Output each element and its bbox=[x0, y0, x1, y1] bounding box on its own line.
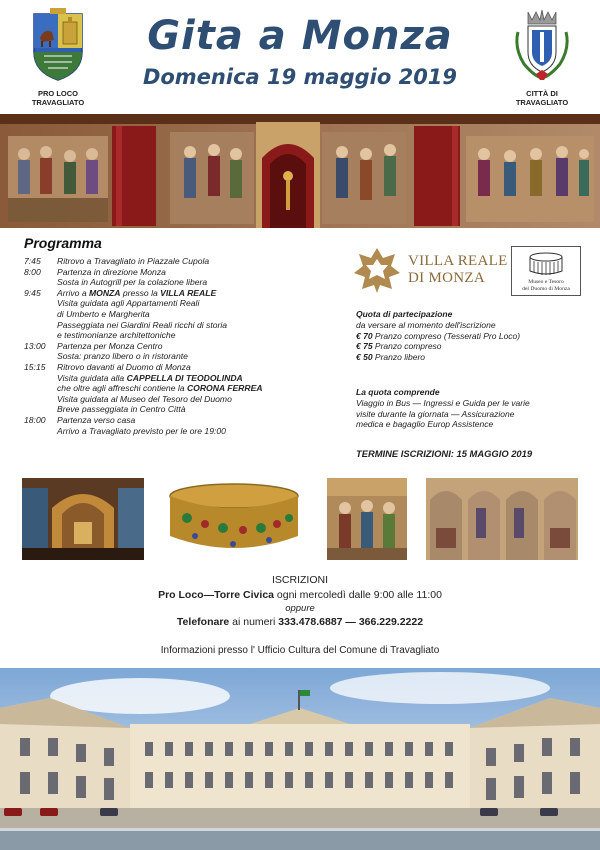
iscrizioni-heading: ISCRIZIONI bbox=[271, 574, 328, 586]
affresco-illustration bbox=[327, 478, 407, 560]
programma-time: 15:15 bbox=[24, 361, 46, 372]
programma-time bbox=[24, 426, 57, 437]
programma-row bbox=[24, 256, 344, 267]
programma-text bbox=[57, 288, 344, 299]
sala-villa-illustration bbox=[426, 478, 578, 560]
programma-time: 13:00 bbox=[24, 340, 46, 351]
programma-time bbox=[24, 383, 57, 394]
programma-time: 8:00 bbox=[24, 266, 41, 277]
programma-text: Partenza verso casa bbox=[57, 414, 136, 425]
programma-time bbox=[24, 373, 57, 384]
sala-villa-photo bbox=[426, 478, 578, 560]
programma-row bbox=[24, 320, 344, 331]
programma-row bbox=[24, 426, 344, 437]
comune-logo bbox=[492, 8, 592, 107]
quota-price-amount: € 75 bbox=[356, 341, 373, 352]
quota-price-amount: € 70 bbox=[356, 330, 373, 341]
villa-reale-palace-illustration bbox=[0, 668, 600, 850]
pro-loco-logo bbox=[8, 8, 108, 107]
programma-bold-cappella: CAPPELLA DI TEODOLINDA bbox=[126, 372, 243, 383]
pro-loco-caption-line1: PRO LOCO bbox=[37, 89, 78, 98]
programma-time bbox=[24, 320, 57, 331]
programma-text-part: presso la bbox=[120, 287, 161, 298]
programma-bold-villa-reale: VILLA REALE bbox=[160, 287, 217, 298]
corona-ferrea-photo bbox=[165, 478, 303, 560]
page-subtitle: Domenica 19 maggio 2019 bbox=[142, 65, 458, 89]
museo-logo-line2: del Duomo di Monza bbox=[522, 285, 570, 292]
programma-time bbox=[24, 277, 57, 288]
quota-price-row bbox=[356, 341, 586, 352]
page-title: Gita a Monza bbox=[147, 13, 453, 59]
programma-list bbox=[24, 256, 344, 436]
programma-time: 18:00 bbox=[24, 414, 46, 425]
termine-iscrizioni: TERMINE ISCRIZIONI: 15 MAGGIO 2019 bbox=[356, 448, 533, 459]
programma-text: Ritrovo a Travagliato in Piazzale Cupola bbox=[57, 256, 210, 266]
programma-text-part: Visita guidata alla bbox=[57, 372, 127, 383]
quota-heading: Quota di partecipazione bbox=[356, 309, 453, 319]
programma-text: e testimonianze architettoniche bbox=[57, 330, 176, 341]
comprende-line: visite durante la giornata — Assicurazione bbox=[356, 408, 515, 419]
programma-text: Partenza in direzione Monza bbox=[57, 266, 166, 277]
villa-reale-star-icon bbox=[352, 245, 402, 295]
programma-bold-monza: MONZA bbox=[89, 287, 121, 298]
comune-caption-line2: TRAVAGLIATO bbox=[515, 98, 569, 107]
programma-text: di Umberto e Margherita bbox=[57, 308, 150, 319]
fresco-banner-image bbox=[0, 114, 600, 228]
programma-time bbox=[24, 404, 57, 415]
quota-price-label: Pranzo libero bbox=[374, 352, 426, 363]
programma-row bbox=[24, 415, 344, 426]
programma-text: Ritrovo davanti al Duomo di Monza bbox=[57, 361, 191, 372]
programma-time: 9:45 bbox=[24, 287, 41, 298]
museo-tesoro-logo bbox=[511, 246, 581, 296]
iscrizioni-phone-mid: ai numeri bbox=[229, 616, 279, 628]
programma-text: Sosta: pranzo libero o in ristorante bbox=[57, 351, 188, 362]
comune-caption-line1: CITTÀ DI bbox=[526, 89, 558, 98]
quota-section bbox=[356, 309, 586, 363]
iscrizioni-oppure: oppure bbox=[285, 603, 315, 614]
iscrizioni-place bbox=[0, 589, 600, 601]
programma-row bbox=[24, 267, 344, 278]
programma-row bbox=[24, 309, 344, 320]
programma-text: Visita guidata agli Appartamenti Reali bbox=[57, 298, 200, 309]
iscrizioni-place-rest: ogni mercoledì dalle 9:00 alle 11:00 bbox=[274, 589, 442, 601]
programma-time bbox=[24, 351, 57, 362]
programma-row bbox=[24, 383, 344, 394]
programma-text-part: Arrivo a bbox=[57, 287, 89, 298]
iscrizioni-phone-bold: Telefonare bbox=[176, 616, 230, 628]
fresco-banner-illustration bbox=[0, 114, 600, 228]
quota-subheading: da versare al momento dell'iscrizione bbox=[356, 319, 496, 330]
info-line: Informazioni presso l' Ufficio Cultura del Comune di Travagliato bbox=[160, 645, 440, 656]
programma-text: Arrivo a Travagliato previsto per le ore 19:00 bbox=[57, 425, 226, 436]
villa-reale-logo-line1: VILLA REALE bbox=[408, 253, 508, 269]
programma-row bbox=[24, 341, 344, 352]
iron-crown-icon bbox=[512, 247, 580, 279]
corona-ferrea-illustration bbox=[165, 478, 303, 560]
programma-text: Passeggiata nei Giardini Reali ricchi di storia bbox=[57, 319, 228, 330]
programma-time bbox=[24, 330, 57, 341]
pro-loco-caption-line2: TRAVAGLIATO bbox=[31, 98, 85, 107]
iscrizioni-place-bold: Pro Loco—Torre Civica bbox=[158, 589, 274, 601]
programma-row bbox=[24, 288, 344, 299]
programma-row bbox=[24, 394, 344, 405]
programma-time bbox=[24, 298, 57, 309]
programma-row bbox=[24, 351, 344, 362]
programma-time bbox=[24, 309, 57, 320]
quota-price-label: Pranzo compreso (Tesserati Pro Loco) bbox=[374, 330, 521, 341]
quota-price-row bbox=[356, 352, 586, 363]
affresco-photo bbox=[327, 478, 407, 560]
villa-reale-logo bbox=[352, 245, 508, 295]
comune-crest-icon bbox=[514, 8, 570, 82]
programma-row bbox=[24, 298, 344, 309]
comprende-line: medica e bagaglio Europ Assistence bbox=[356, 419, 494, 430]
quota-price-row bbox=[356, 331, 586, 342]
programma-row bbox=[24, 277, 344, 288]
programma-row bbox=[24, 373, 344, 384]
cappella-illustration bbox=[22, 478, 144, 560]
programma-row bbox=[24, 330, 344, 341]
comprende-heading: La quota comprende bbox=[356, 387, 440, 397]
programma-row bbox=[24, 404, 344, 415]
quota-price-label: Pranzo compreso bbox=[374, 341, 442, 352]
quota-price-amount: € 50 bbox=[356, 352, 373, 363]
pro-loco-crest-icon bbox=[30, 8, 86, 82]
programma-heading: Programma bbox=[24, 235, 102, 251]
programma-bold-corona: CORONA FERREA bbox=[186, 383, 263, 394]
comprende-section bbox=[356, 387, 586, 430]
programma-text: Sosta in Autogrill per la colazione libera bbox=[57, 277, 208, 288]
villa-reale-palace-photo bbox=[0, 668, 600, 850]
programma-text-part: che oltre agli affreschi contiene la bbox=[57, 383, 187, 394]
programma-text bbox=[57, 383, 344, 394]
programma-text bbox=[57, 373, 344, 384]
iscrizioni-phone bbox=[0, 616, 600, 628]
programma-text: Visita guidata al Museo del Tesoro del Duomo bbox=[57, 393, 232, 404]
iscrizioni-phone-numbers: 333.478.6887 — 366.229.2222 bbox=[278, 616, 424, 628]
programma-text: Partenza per Monza Centro bbox=[57, 340, 163, 351]
villa-reale-logo-line2: DI MONZA bbox=[408, 270, 485, 286]
cappella-photo bbox=[22, 478, 144, 560]
programma-row bbox=[24, 362, 344, 373]
programma-text: Breve passeggiata in Centro Città bbox=[57, 404, 186, 415]
museo-logo-line1: Museo e Tesoro bbox=[528, 279, 564, 285]
programma-time bbox=[24, 394, 57, 405]
comprende-line: Viaggio in Bus — Ingressi e Guida per le varie bbox=[356, 397, 530, 408]
programma-time: 7:45 bbox=[24, 256, 41, 266]
